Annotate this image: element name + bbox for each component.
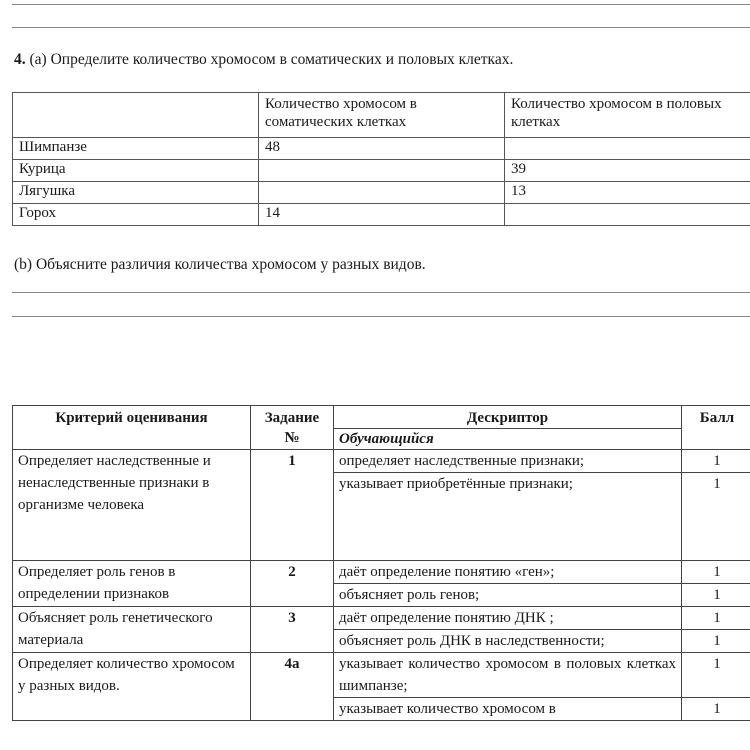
sex-cell[interactable] bbox=[505, 204, 750, 226]
table-row bbox=[13, 653, 750, 698]
header-task: Задание № bbox=[251, 406, 334, 450]
species-cell: Шимпанзе bbox=[13, 138, 259, 160]
chromosome-table-header bbox=[13, 93, 750, 138]
species-cell: Горох bbox=[13, 204, 259, 226]
criterion-cell: Объясняет роль генетического материала bbox=[13, 607, 251, 653]
task-cell: 3 bbox=[251, 607, 334, 653]
header-criterion: Критерий оценивания bbox=[13, 406, 251, 450]
score-cell: 1 bbox=[682, 584, 750, 607]
descriptor-cell: даёт определение понятию «ген»; bbox=[334, 561, 682, 584]
score-cell: 1 bbox=[682, 607, 750, 630]
table-row bbox=[13, 204, 750, 226]
score-cell: 1 bbox=[682, 653, 750, 698]
header-sex: Количество хромосом в половых клетках bbox=[505, 93, 750, 138]
task-cell: 2 bbox=[251, 561, 334, 607]
score-cell: 1 bbox=[682, 630, 750, 653]
table-row bbox=[13, 450, 750, 473]
criteria-table bbox=[12, 405, 750, 721]
answer-line-top-2 bbox=[12, 27, 750, 28]
answer-line-b-1 bbox=[12, 292, 750, 293]
somatic-cell[interactable]: 48 bbox=[259, 138, 505, 160]
task-cell: 4a bbox=[251, 653, 334, 721]
header-somatic: Количество хромосом в соматических клетках bbox=[259, 93, 505, 138]
descriptor-cell: даёт определение понятию ДНК ; bbox=[334, 607, 682, 630]
descriptor-cell: объясняет роль генов; bbox=[334, 584, 682, 607]
sex-cell[interactable]: 39 bbox=[505, 160, 750, 182]
table-row bbox=[13, 561, 750, 584]
descriptor-cell: указывает приобретённые признаки; bbox=[334, 473, 682, 561]
criteria-table-header bbox=[13, 406, 750, 450]
descriptor-cell: указывает количество хромосом в половых клетках шимпанзе; bbox=[334, 653, 682, 698]
header-score: Балл bbox=[682, 406, 750, 450]
table-row bbox=[13, 607, 750, 630]
somatic-cell[interactable]: 14 bbox=[259, 204, 505, 226]
question-a-label: (a) Определите количество хромосом в соматических и половых клетках. bbox=[25, 51, 514, 68]
descriptor-cell: указывает количество хромосом в bbox=[334, 698, 682, 721]
descriptor-cell: определяет наследственные признаки; bbox=[334, 450, 682, 473]
sex-cell[interactable] bbox=[505, 138, 750, 160]
table-row bbox=[13, 182, 750, 204]
question-number: 4. bbox=[14, 51, 26, 68]
score-cell: 1 bbox=[682, 698, 750, 721]
somatic-cell[interactable] bbox=[259, 182, 505, 204]
score-cell: 1 bbox=[682, 450, 750, 473]
criterion-cell: Определяет роль генов в определении признаков bbox=[13, 561, 251, 607]
descriptor-label: Дескриптор bbox=[466, 410, 549, 426]
table-row bbox=[13, 160, 750, 182]
species-cell: Курица bbox=[13, 160, 259, 182]
question-4a-text bbox=[14, 51, 513, 69]
species-cell: Лягушка bbox=[13, 182, 259, 204]
answer-line-b-2 bbox=[12, 316, 750, 317]
score-cell: 1 bbox=[682, 561, 750, 584]
criterion-cell: Определяет количество хромосом у разных видов. bbox=[13, 653, 251, 721]
chromosome-table bbox=[12, 92, 750, 226]
header-empty bbox=[13, 93, 259, 138]
sex-cell[interactable]: 13 bbox=[505, 182, 750, 204]
criterion-cell: Определяет наследственные и ненаследственные признаки в организме человека bbox=[13, 450, 251, 561]
table-row bbox=[13, 138, 750, 160]
descriptor-sub-label: Обучающийся bbox=[334, 428, 681, 449]
header-descriptor bbox=[334, 406, 682, 450]
score-cell: 1 bbox=[682, 473, 750, 561]
answer-line-top-1 bbox=[12, 4, 750, 5]
question-4b-text: (b) Объясните различия количества хромосом у разных видов. bbox=[14, 256, 426, 273]
task-cell: 1 bbox=[251, 450, 334, 561]
descriptor-cell: объясняет роль ДНК в наследственности; bbox=[334, 630, 682, 653]
somatic-cell[interactable] bbox=[259, 160, 505, 182]
